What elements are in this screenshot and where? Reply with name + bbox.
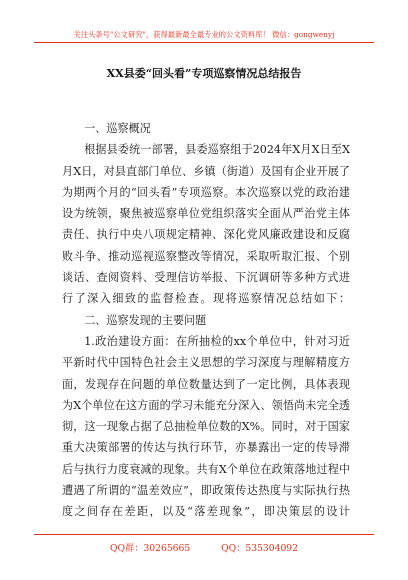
header-banner: 关注头条号"公文研究"，获得最新最全最专业的公文资料库！ 微信：gongwenyj bbox=[73, 30, 335, 39]
footer-contacts bbox=[0, 540, 408, 554]
footer-divider bbox=[34, 534, 374, 535]
document-body bbox=[62, 118, 350, 519]
section2-heading: 二、巡察发现的主要问题 bbox=[84, 313, 207, 327]
header-divider bbox=[34, 42, 374, 43]
footer-qq-group: QQ群：30265665 bbox=[110, 543, 191, 554]
section1-paragraph: 根据县委统一部署，县委巡察组于2024年X月X日至X月X日，对县直部门单位、乡镇（街道）及国有企业开展了为期两个月的“回头看”专项巡察。本次巡察以党的政治建设为统领，聚焦被巡察单位党组织落实全面从严治党主体责任、执行中央八项规定精神、深化党风廉政建设和反腐败斗争、推动巡视巡察整改等情况，采取听取汇报、个别谈话、查阅资料、受理信访举报、下沉调研等多种方式进行了深入细致的监督检查。现将巡察情况总结如下： bbox=[62, 143, 350, 306]
footer-qq: QQ：535304092 bbox=[221, 543, 298, 554]
document-title: XX县委“回头看”专项巡察情况总结报告 bbox=[106, 67, 302, 80]
section1-heading: 一、巡察概况 bbox=[84, 122, 151, 135]
section2-paragraph: 1.政治建设方面：在所抽检的xx个单位中，针对习近平新时代中国特色社会主义思想的学习深度与理解精度方面，发现存在问题的单位数量达到了一定比例，具体表现为X个单位在这方面的学习未能充分深入、领悟尚未完全透彻，这一现象占据了总抽检单位数的X%。同时，对于国家重大决策部署的传达与执行环节，亦暴露出一定的传导滞后与执行力度衰减的现象。共有X个单位在政策落地过程中遭遇了所谓的“温差效应”，即政策传达热度与实际执行热度之间存在差距，以及“落差现象”，即决策层的设计 bbox=[62, 334, 350, 519]
